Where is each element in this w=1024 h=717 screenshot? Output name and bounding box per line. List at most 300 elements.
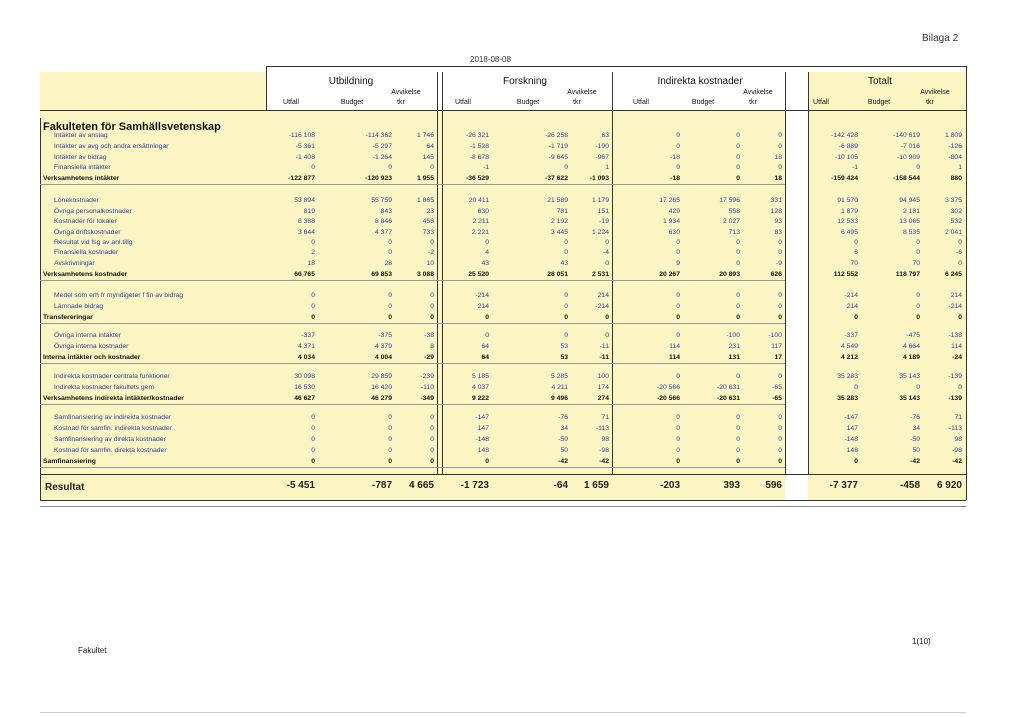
row-cell: 70 <box>850 260 858 267</box>
row-cell: 0 <box>778 425 782 432</box>
row-cell: -1 528 <box>469 143 489 150</box>
result-cell: -203 <box>659 480 680 491</box>
row-cell: 214 <box>477 303 489 310</box>
row-cell: 35 143 <box>899 373 920 380</box>
subtotal-line <box>40 323 785 324</box>
row-cell: -967 <box>595 154 609 161</box>
table-row <box>0 291 1024 301</box>
row-cell: 114 <box>951 343 962 350</box>
row-label: Övriga interna kostnader <box>54 343 129 350</box>
row-cell: 6 495 <box>840 229 858 236</box>
row-cell: 0 <box>676 332 680 339</box>
result-cell: -1 723 <box>460 480 489 491</box>
row-cell: -147 <box>844 414 858 421</box>
row-cell: 145 <box>422 154 434 161</box>
row-cell: 2 027 <box>722 218 740 225</box>
row-cell: 151 <box>597 208 609 215</box>
row-cell: 2 <box>311 249 315 256</box>
row-cell: 34 <box>560 425 568 432</box>
row-cell: 3 375 <box>944 197 962 204</box>
table-row <box>0 424 1024 434</box>
row-label: Övriga driftskostnader <box>54 229 121 236</box>
group-3-avv: Avvikelse <box>920 89 950 96</box>
row-cell: -214 <box>844 292 858 299</box>
row-cell: 46 627 <box>294 395 315 402</box>
row-cell: 114 <box>669 343 680 350</box>
row-cell: 131 <box>728 354 740 361</box>
row-cell: 713 <box>728 229 740 236</box>
row-cell: -20 566 <box>656 395 680 402</box>
row-cell: 0 <box>485 239 489 246</box>
group-1-utfall: Utfall <box>455 99 471 106</box>
row-cell: 28 <box>384 260 392 267</box>
row-cell: 0 <box>778 414 782 421</box>
group-0-avv: Avvikelse <box>391 89 421 96</box>
row-cell: -2 <box>427 249 434 256</box>
row-cell: 18 <box>774 175 782 182</box>
row-label: Samfinansiering <box>43 458 96 465</box>
row-cell: 0 <box>736 175 740 182</box>
row-cell: 630 <box>668 229 680 236</box>
header-band-left <box>40 72 266 110</box>
row-cell: 53 894 <box>294 197 315 204</box>
row-cell: -126 <box>948 143 962 150</box>
row-cell: 626 <box>770 271 782 278</box>
row-cell: -50 <box>558 436 568 443</box>
row-cell: 43 <box>481 260 489 267</box>
row-cell: 17 265 <box>659 197 680 204</box>
row-cell: 1 879 <box>840 208 858 215</box>
row-cell: 302 <box>950 208 962 215</box>
row-label: Kostnad för samfin. indirekta kostnader <box>54 425 172 432</box>
row-cell: 93 <box>774 218 782 225</box>
row-cell: -4 <box>602 249 609 256</box>
row-cell: 0 <box>676 164 680 171</box>
row-cell: 4 034 <box>297 354 315 361</box>
row-cell: -18 <box>670 154 680 161</box>
row-cell: 0 <box>854 239 858 246</box>
row-cell: 147 <box>846 425 858 432</box>
row-cell: 0 <box>854 458 858 465</box>
row-cell: 843 <box>380 208 392 215</box>
row-cell: -1 264 <box>372 154 392 161</box>
row-cell: -9 645 <box>548 154 568 161</box>
row-label: Medel som erh fr myndigeter f fin av bidrag <box>54 292 184 299</box>
row-cell: -120 923 <box>365 175 392 182</box>
row-cell: 2 211 <box>472 218 489 225</box>
result-cell: 4 665 <box>408 480 434 491</box>
result-cell: 1 659 <box>583 480 609 491</box>
row-cell: 63 <box>601 132 609 139</box>
row-cell: -142 428 <box>831 132 858 139</box>
row-cell: 10 <box>426 260 434 267</box>
row-cell: 429 <box>668 208 680 215</box>
row-cell: 0 <box>778 373 782 380</box>
subtotal-line <box>40 280 785 281</box>
row-cell: 0 <box>676 373 680 380</box>
row-cell: 0 <box>564 292 568 299</box>
row-cell: 20 893 <box>719 271 740 278</box>
row-cell: 98 <box>601 436 609 443</box>
row-cell: 50 <box>560 447 568 454</box>
row-cell: 0 <box>736 292 740 299</box>
row-cell: 733 <box>422 229 434 236</box>
row-cell: 3 445 <box>550 229 568 236</box>
row-label: Resultat vid fsg av anl.tillg <box>54 239 133 246</box>
row-cell: 70 <box>912 260 920 267</box>
table-row <box>0 131 1024 141</box>
row-cell: 100 <box>597 373 609 380</box>
row-cell: 0 <box>916 292 920 299</box>
row-cell: -6 <box>955 249 962 256</box>
row-cell: 0 <box>388 239 392 246</box>
row-cell: 2 221 <box>471 229 489 236</box>
row-cell: 1 809 <box>944 132 962 139</box>
row-cell: 1 934 <box>662 218 680 225</box>
row-cell: 3 088 <box>416 271 434 278</box>
group-3-utfall: Utfall <box>813 99 829 106</box>
table-row <box>0 383 1024 393</box>
row-cell: -36 529 <box>465 175 489 182</box>
result-label: Resultat <box>45 482 85 493</box>
row-cell: -113 <box>595 425 609 432</box>
row-cell: -475 <box>906 332 920 339</box>
row-cell: 0 <box>388 164 392 171</box>
row-cell: 34 <box>912 425 920 432</box>
row-cell: 5 185 <box>471 373 489 380</box>
table-row <box>0 174 1024 184</box>
group-0-tkr: tkr <box>397 99 405 106</box>
row-cell: 35 283 <box>837 395 858 402</box>
table-row <box>0 196 1024 206</box>
report-date: 2018-08-08 <box>470 55 511 64</box>
row-cell: 174 <box>597 384 609 391</box>
row-cell: 0 <box>430 164 434 171</box>
group-title-1: Forskning <box>503 76 547 87</box>
row-cell: 50 <box>912 447 920 454</box>
row-cell: -337 <box>301 332 315 339</box>
row-cell: 231 <box>728 343 740 350</box>
result-under-line <box>40 506 966 507</box>
row-cell: 8 535 <box>902 229 920 236</box>
row-cell: 0 <box>778 239 782 246</box>
row-cell: -5 361 <box>295 143 315 150</box>
row-label: Övriga personalkostnader <box>54 208 132 215</box>
row-cell: 0 <box>388 458 392 465</box>
row-cell: 0 <box>958 260 962 267</box>
row-cell: 3 644 <box>297 229 315 236</box>
row-cell: 28 051 <box>547 271 568 278</box>
row-cell: -110 <box>420 384 434 391</box>
row-cell: -147 <box>475 414 489 421</box>
row-cell: 0 <box>736 260 740 267</box>
row-cell: 0 <box>778 436 782 443</box>
row-cell: 4 549 <box>840 343 858 350</box>
row-cell: -138 <box>948 332 962 339</box>
row-cell: 17 596 <box>719 197 740 204</box>
row-label: Intäkter av anslag <box>54 132 108 139</box>
row-cell: 0 <box>311 436 315 443</box>
row-cell: -375 <box>378 332 392 339</box>
row-cell: 17 <box>774 354 782 361</box>
table-row <box>0 228 1024 238</box>
row-cell: 1 955 <box>416 175 434 182</box>
row-cell: 0 <box>778 314 782 321</box>
row-cell: 148 <box>846 447 858 454</box>
group-2-avv: Avvikelse <box>743 89 773 96</box>
row-cell: 214 <box>950 292 962 299</box>
row-cell: 35 283 <box>837 373 858 380</box>
row-cell: -42 <box>910 458 920 465</box>
row-cell: -1 719 <box>548 143 568 150</box>
result-cell: -7 377 <box>829 480 858 491</box>
row-cell: 0 <box>485 458 489 465</box>
row-cell: 0 <box>778 458 782 465</box>
row-cell: -214 <box>595 303 609 310</box>
row-label: Finansiella kostnader <box>54 249 119 256</box>
row-cell: 0 <box>736 303 740 310</box>
result-cell: 393 <box>723 480 740 491</box>
table-row <box>0 238 1024 248</box>
row-cell: 274 <box>597 395 609 402</box>
row-cell: 0 <box>676 425 680 432</box>
row-cell: -100 <box>726 332 740 339</box>
row-cell: 4 211 <box>551 384 568 391</box>
row-cell: 0 <box>564 164 568 171</box>
subtotal-line <box>40 363 785 364</box>
table-row <box>0 413 1024 423</box>
group-2-utfall: Utfall <box>633 99 649 106</box>
row-cell: -76 <box>910 414 920 421</box>
row-cell: 1 179 <box>591 197 609 204</box>
row-cell: -148 <box>475 436 489 443</box>
row-cell: 0 <box>736 414 740 421</box>
footer-left: Fakultet <box>78 646 107 655</box>
table-row <box>0 435 1024 445</box>
row-label: Indirekta kostnader fakultets gem <box>54 384 155 391</box>
row-cell: 0 <box>778 447 782 454</box>
row-cell: 0 <box>736 132 740 139</box>
row-cell: 8 <box>430 343 434 350</box>
table-row <box>0 313 1024 323</box>
row-cell: 0 <box>564 239 568 246</box>
group-1-tkr: tkr <box>573 99 581 106</box>
row-cell: -42 <box>599 458 609 465</box>
table-row <box>0 153 1024 163</box>
row-label: Intäkter av avg och andra ersättningar <box>54 143 169 150</box>
row-cell: 4 664 <box>902 343 920 350</box>
row-cell: 4 037 <box>471 384 489 391</box>
row-cell: -139 <box>948 373 962 380</box>
row-label: Verksamhetens indirekta intäkter/kostnader <box>43 395 184 402</box>
row-cell: -20 631 <box>716 395 740 402</box>
row-cell: -100 <box>768 332 782 339</box>
row-cell: -116 108 <box>288 132 315 139</box>
row-cell: -148 <box>844 436 858 443</box>
subtotal-line <box>40 404 785 405</box>
row-cell: -19 <box>599 218 609 225</box>
row-label: Övriga interna intäkter <box>54 332 121 339</box>
row-cell: -1 <box>851 164 858 171</box>
row-cell: 30 098 <box>294 373 315 380</box>
row-label: Avskrivningar <box>54 260 95 267</box>
row-cell: -139 <box>948 395 962 402</box>
row-label: Intäkter av bidrag <box>54 154 107 161</box>
row-cell: 0 <box>605 260 609 267</box>
row-cell: -1 <box>482 164 489 171</box>
row-label: Lönekostnader <box>54 197 99 204</box>
row-cell: 53 <box>560 354 568 361</box>
row-cell: 71 <box>601 414 609 421</box>
row-cell: -190 <box>595 143 609 150</box>
row-cell: -26 258 <box>544 132 568 139</box>
row-cell: -1 093 <box>589 175 609 182</box>
row-cell: 0 <box>388 425 392 432</box>
row-cell: -76 <box>558 414 568 421</box>
table-row <box>0 446 1024 456</box>
table-row <box>0 259 1024 269</box>
row-cell: 630 <box>477 208 489 215</box>
row-cell: 0 <box>676 303 680 310</box>
row-cell: 0 <box>605 332 609 339</box>
row-cell: 0 <box>676 249 680 256</box>
result-bottom-line <box>40 500 966 501</box>
row-label: Samfinansiering av indirekta kostnader <box>54 414 172 421</box>
row-cell: 0 <box>736 154 740 161</box>
row-cell: 46 279 <box>371 395 392 402</box>
row-cell: 0 <box>676 239 680 246</box>
row-cell: 112 552 <box>833 271 858 278</box>
row-cell: 0 <box>958 239 962 246</box>
row-cell: -804 <box>948 154 962 161</box>
section-title: Fakulteten för Samhällsvetenskap <box>43 121 221 133</box>
row-cell: -158 544 <box>893 175 920 182</box>
row-cell: 0 <box>916 384 920 391</box>
row-cell: -337 <box>844 332 858 339</box>
row-cell: 4 189 <box>902 354 920 361</box>
row-cell: 781 <box>556 208 568 215</box>
row-cell: -65 <box>772 384 782 391</box>
row-cell: 0 <box>676 447 680 454</box>
group-title-2: Indirekta kostnader <box>657 76 743 87</box>
subtotal-line <box>40 184 785 185</box>
header-bottom-line <box>40 110 966 111</box>
group-3-tkr: tkr <box>926 99 934 106</box>
row-cell: 0 <box>736 143 740 150</box>
row-cell: 0 <box>430 425 434 432</box>
row-cell: 69 853 <box>371 271 392 278</box>
row-cell: -239 <box>420 373 434 380</box>
row-cell: 64 <box>426 143 434 150</box>
row-cell: -20 566 <box>656 384 680 391</box>
row-cell: 9 <box>676 260 680 267</box>
row-cell: 0 <box>778 132 782 139</box>
row-cell: 98 <box>954 436 962 443</box>
group-0-budget: Budget <box>340 99 364 106</box>
table-row <box>0 331 1024 341</box>
row-cell: 1 746 <box>416 132 434 139</box>
row-cell: 0 <box>311 447 315 454</box>
row-cell: 0 <box>430 447 434 454</box>
result-cell: -5 451 <box>286 480 315 491</box>
row-cell: 0 <box>736 458 740 465</box>
row-cell: 0 <box>564 314 568 321</box>
row-cell: 0 <box>311 458 315 465</box>
row-label: Samfinansiering av direkta kostnader <box>54 436 166 443</box>
subtotal-line <box>40 467 785 468</box>
row-label: Transfereringar <box>43 314 93 321</box>
group-2-budget: Budget <box>691 99 715 106</box>
row-label: Verksamhetens intäkter <box>43 175 120 182</box>
row-cell: 0 <box>388 292 392 299</box>
group-0-utfall: Utfall <box>283 99 299 106</box>
table-row <box>0 207 1024 217</box>
row-cell: 20 267 <box>659 271 680 278</box>
row-cell: 5 285 <box>550 373 568 380</box>
row-cell: 0 <box>430 303 434 310</box>
row-cell: -8 678 <box>469 154 489 161</box>
row-cell: 0 <box>564 303 568 310</box>
group-title-0: Utbildning <box>328 76 374 87</box>
row-cell: 20 411 <box>468 197 489 204</box>
row-cell: 2 181 <box>902 208 920 215</box>
row-cell: -26 321 <box>465 132 489 139</box>
header-left-line <box>266 66 267 110</box>
row-cell: 8 846 <box>374 218 392 225</box>
page-bottom-rule <box>40 712 966 713</box>
row-cell: 4 212 <box>840 354 858 361</box>
row-cell: 0 <box>430 239 434 246</box>
row-cell: 532 <box>950 218 962 225</box>
row-cell: 0 <box>736 436 740 443</box>
row-cell: -214 <box>948 303 962 310</box>
row-cell: 0 <box>311 292 315 299</box>
page-number: 1(10) <box>912 637 931 646</box>
row-cell: 118 797 <box>895 271 920 278</box>
row-cell: 9 496 <box>550 395 568 402</box>
row-cell: 0 <box>736 314 740 321</box>
row-cell: 0 <box>736 373 740 380</box>
row-cell: 71 <box>954 414 962 421</box>
row-cell: 0 <box>736 249 740 256</box>
result-cell: 6 920 <box>936 480 962 491</box>
row-cell: 0 <box>311 239 315 246</box>
row-cell: 0 <box>916 314 920 321</box>
row-label: Kostnad för samfin. direkta kostnader <box>54 447 167 454</box>
row-cell: 16 530 <box>294 384 315 391</box>
row-cell: 0 <box>388 249 392 256</box>
row-cell: 0 <box>736 164 740 171</box>
result-cell: -458 <box>899 480 920 491</box>
row-cell: 0 <box>605 239 609 246</box>
row-label: Indirekta kostnader centrala funktioner <box>54 373 170 380</box>
row-cell: -38 <box>424 332 434 339</box>
group-1-budget: Budget <box>516 99 540 106</box>
row-cell: 4 371 <box>297 343 315 350</box>
row-cell: 0 <box>676 414 680 421</box>
row-cell: -5 297 <box>372 143 392 150</box>
table-row <box>0 372 1024 382</box>
row-cell: -42 <box>558 458 568 465</box>
row-cell: 819 <box>303 208 315 215</box>
row-cell: 0 <box>676 292 680 299</box>
row-cell: 4 <box>485 249 489 256</box>
table-row <box>0 217 1024 227</box>
row-cell: -159 424 <box>831 175 858 182</box>
table-row <box>0 353 1024 363</box>
row-cell: 1 224 <box>591 229 609 236</box>
row-cell: 13 065 <box>899 218 920 225</box>
